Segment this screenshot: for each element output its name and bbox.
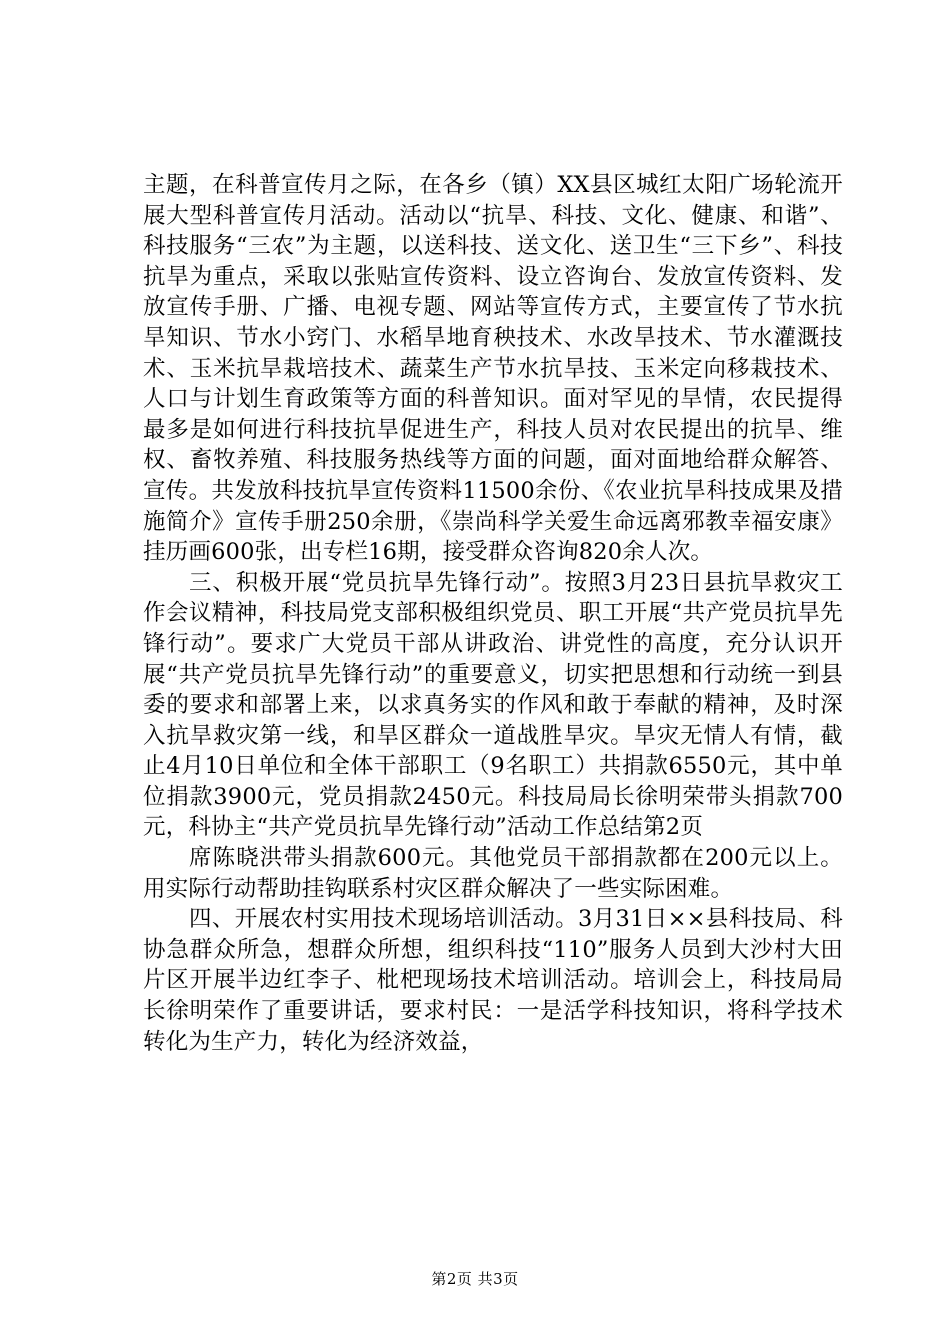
- document-body: [143, 170, 843, 1057]
- page-footer: [0, 1269, 950, 1289]
- paragraph-2: 三、积极开展“党员抗旱先锋行动”。按照3月23日县抗旱救灾工作会议精神，科技局党支部积极组织党员、职工开展“共产党员抗旱先锋行动”。要求广大党员干部从讲政治、讲党性的高度，充分认识开展“共产党员抗旱先锋行动”的重要意义，切实把思想和行动统一到县委的要求和部署上来，以求真务实的作风和敢于奉献的精神，及时深入抗旱救灾第一线，和旱区群众一道战胜旱灾。旱灾无情人有情，截止4月10日单位和全体干部职工（9名职工）共捐款6550元，其中单位捐款3900元，党员捐款2450元。科技局局长徐明荣带头捐款700元，科协主“共产党员抗旱先锋行动”活动工作总结第2页: [143, 569, 843, 841]
- paragraph-1: 主题，在科普宣传月之际，在各乡（镇）XX县区城红太阳广场轮流开展大型科普宣传月活动。活动以“抗旱、科技、文化、健康、和谐”、科技服务“三农”为主题，以送科技、送文化、送卫生“三下乡”、科技抗旱为重点，采取以张贴宣传资料、设立咨询台、发放宣传资料、发放宣传手册、广播、电视专题、网站等宣传方式，主要宣传了节水抗旱知识、节水小窍门、水稻旱地育秧技术、水改旱技术、节水灌溉技术、玉米抗旱栽培技术、蔬菜生产节水抗旱技、玉米定向移栽技术、人口与计划生育政策等方面的科普知识。面对罕见的旱情，农民提得最多是如何进行科技抗旱促进生产，科技人员对农民提出的抗旱、维权、畜牧养殖、科技服务热线等方面的问题，面对面地给群众解答、宣传。共发放科技抗旱宣传资料11500余份、《农业抗旱科技成果及措施简介》宣传手册250余册，《崇尚科学关爱生命远离邪教幸福安康》挂历画600张，出专栏16期，接受群众咨询820余人次。: [143, 172, 843, 566]
- paragraph-4: 四、开展农村实用技术现场培训活动。3月31日××县科技局、科协急群众所急，想群众所想，组织科技“110”服务人员到大沙村大田片区开展半边红李子、枇杷现场技术培训活动。培训会上，科技局局长徐明荣作了重要讲话，要求村民：一是活学科技知识，将科学技术转化为生产力，转化为经济效益，: [143, 906, 843, 1055]
- paragraph-3: 席陈晓洪带头捐款600元。其他党员干部捐款都在200元以上。用实际行动帮助挂钩联系村灾区群众解决了一些实际困难。: [143, 845, 843, 902]
- page-number-label: 第2页 共3页: [431, 1270, 519, 1288]
